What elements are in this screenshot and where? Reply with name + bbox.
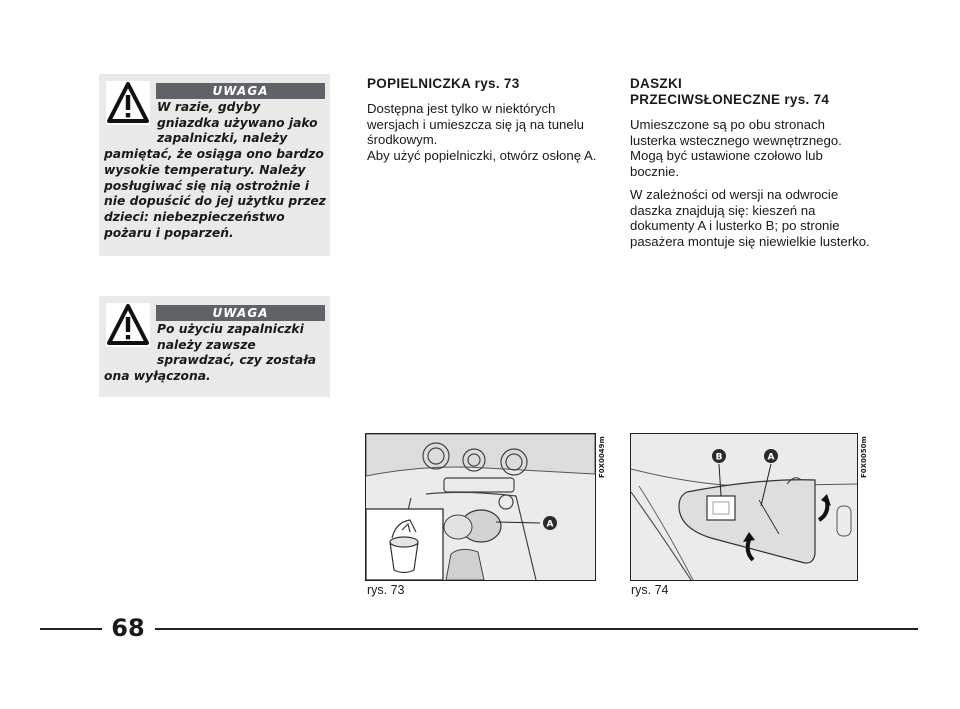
warning-box-lighter [99, 74, 330, 256]
figure-code: F0X0049m [598, 436, 606, 478]
callout-a-label: A [546, 519, 554, 530]
section-title [630, 76, 870, 108]
figure-caption: rys. 74 [631, 583, 669, 597]
section-sunvisor [630, 76, 870, 257]
section-ashtray [367, 76, 607, 171]
warning-box-lighter-off [99, 296, 330, 397]
footer-rule-right [155, 628, 918, 630]
footer-rule-left [40, 628, 102, 630]
paragraph: Umieszczone są po obu stronach lusterka wstecznego wewnętrznego. Mogą być ustawione czołowo lub bocznie. [630, 117, 842, 179]
paragraph: Aby użyć popielniczki, otwórz osłonę A. [367, 147, 597, 163]
callout-b-label: B [715, 452, 723, 463]
warning-text: W razie, gdyby gniazdka używano jako zapalniczki, należy pamiętać, że osiąga ono bardzo wysokie temperatury. Należy posługiwać się nią ostrożnie i nie dopuścić do jej użytku przez dzieci: niebezpieczeństwo pożaru i poparzeń. [104, 100, 326, 240]
section-title: POPIELNICZKA rys. 73 [367, 76, 520, 91]
section-title-line1: DASZKI [630, 76, 683, 91]
warning-header: UWAGA [156, 83, 325, 99]
page-number: 68 [111, 614, 145, 642]
figure-sunvisor-illustration [630, 433, 858, 581]
paragraph: Dostępna jest tylko w niektórych wersjach i umieszcza się ją na tunelu środkowym. [367, 101, 584, 147]
callout-a-label: A [767, 452, 775, 463]
warning-header: UWAGA [156, 305, 325, 321]
figure-ashtray-illustration [365, 433, 596, 581]
paragraph: W zależności od wersji na odwrocie daszka znajdują się: kieszeń na dokumenty A i lusterko B; po stronie pasażera montuje się niewielkie lusterko. [630, 187, 870, 249]
figure-caption: rys. 73 [367, 583, 405, 597]
figure-code: F0X0050m [860, 436, 868, 478]
warning-text: Po użyciu zapalniczki należy zawsze sprawdzać, czy została ona wyłączona. [104, 322, 317, 384]
section-title-line2: PRZECIWSŁONECZNE rys. 74 [630, 92, 830, 107]
